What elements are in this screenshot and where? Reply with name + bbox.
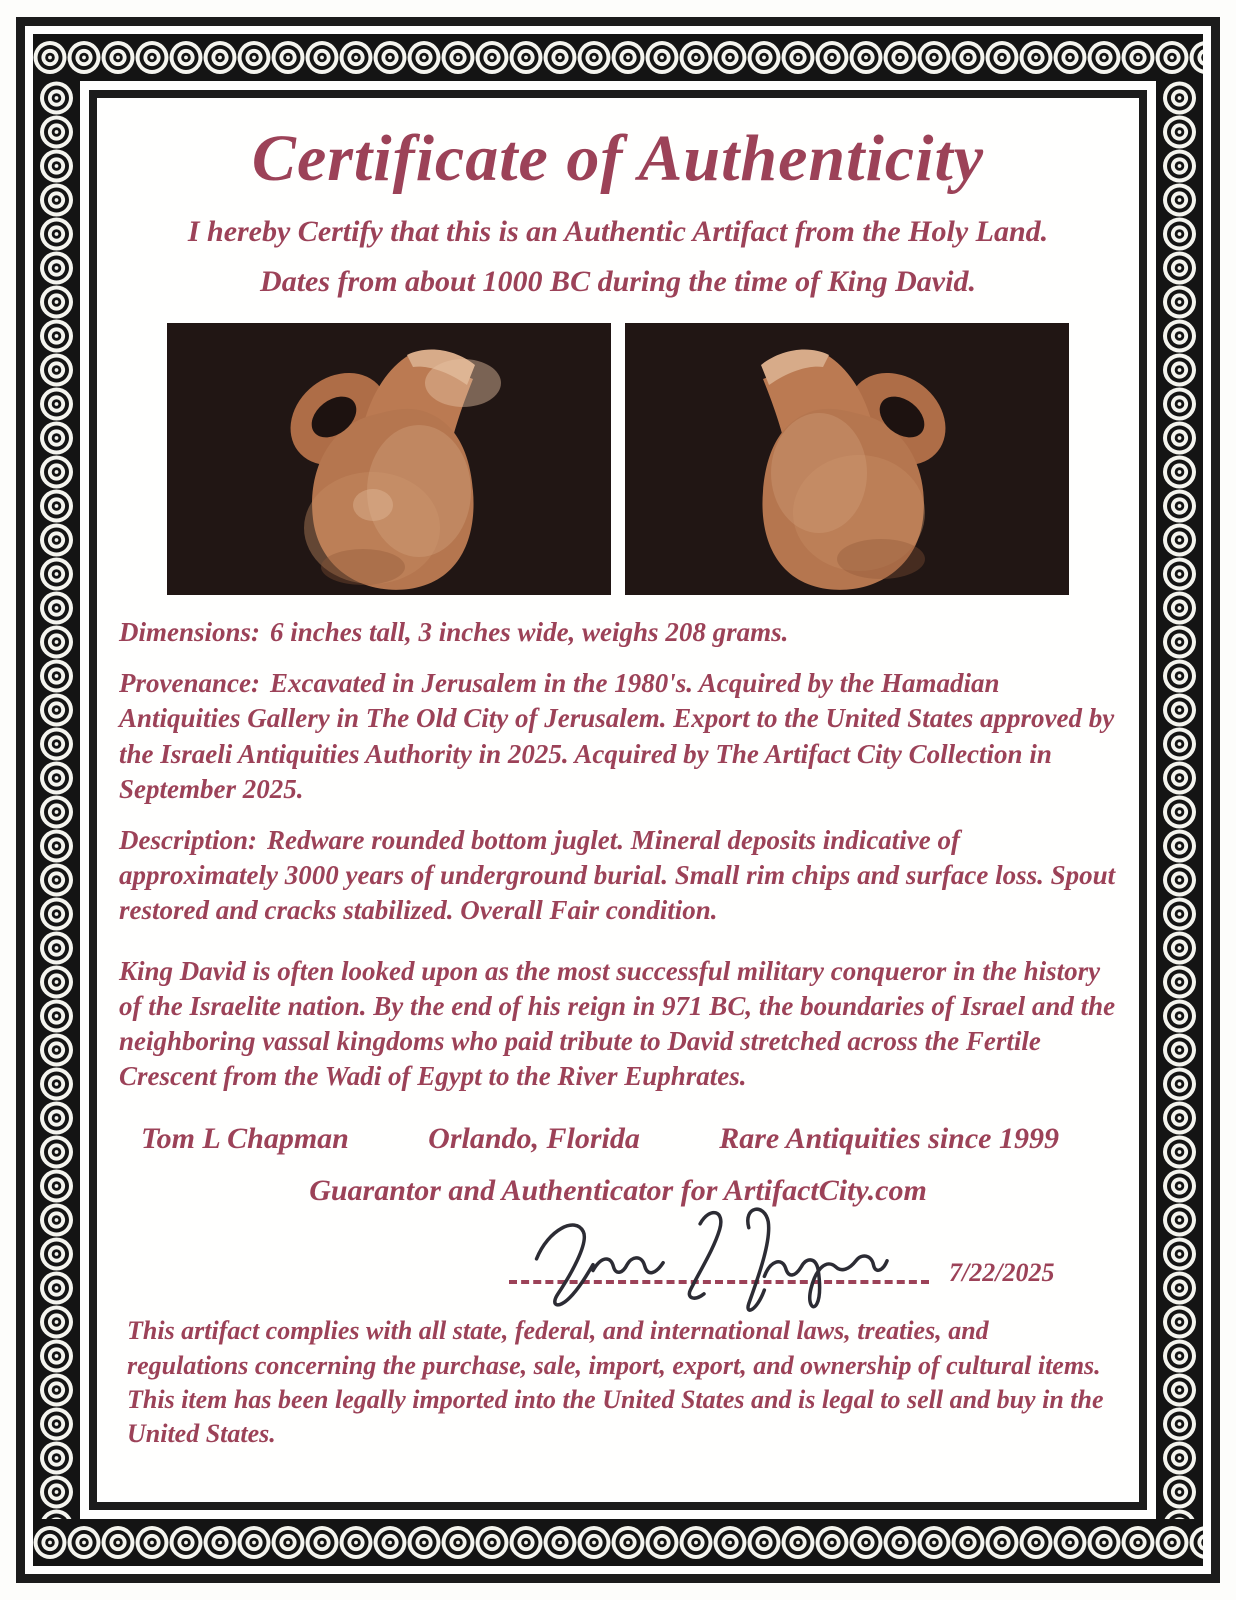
outer-border-line — [16, 17, 1220, 1583]
border-pattern-left — [33, 81, 80, 1519]
signer-tagline: Rare Antiquities since 1999 — [719, 1122, 1059, 1156]
legal-compliance-text: This artifact complies with all state, federal, and international laws, treaties, and regulations concerning the purchase, sale, import, export, and ownership of cultural items. This item has been legally imported into the United States and is legal to sell and buy in the United States. — [127, 1316, 1104, 1449]
certificate-content — [97, 98, 1139, 1502]
border-pattern-top — [33, 34, 1203, 81]
signature-handwriting — [519, 1194, 889, 1312]
inner-border-line — [89, 90, 1147, 1510]
provenance-section — [119, 666, 1117, 806]
dimensions-text: 6 inches tall, 3 inches wide, weighs 208 grams. — [270, 617, 789, 648]
provenance-label: Provenance: — [119, 668, 260, 699]
signature-date: 7/22/2025 — [949, 1258, 1055, 1288]
signer-row — [119, 1122, 1117, 1156]
juglet-illustration-left — [167, 323, 611, 595]
provenance-text: Excavated in Jerusalem in the 1980's. Acquired by the Hamadian Antiquities Gallery in The Old City of Jerusalem. Export to the United States approved by the Israeli Antiquities Authority in 2025. Acquired by The Artifact City Collection in September 2025. — [119, 668, 1115, 804]
description-text: Redware rounded bottom juglet. Mineral deposits indicative of approximately 3000 years of underground burial. Small rim chips and surface loss. Spout restored and cracks stabilized. Overall Fair condition. — [119, 824, 1116, 925]
description-label: Description: — [119, 824, 257, 855]
border-pattern-bottom — [33, 1519, 1203, 1566]
dimensions-section — [119, 615, 1117, 650]
certificate-title: Certificate of Authenticity — [251, 122, 985, 195]
signature-block — [119, 1210, 1117, 1306]
juglet-illustration-right — [625, 323, 1069, 595]
dimensions-label: Dimensions: — [119, 617, 261, 648]
artifact-photo-left — [167, 323, 611, 595]
guarantor-line: Guarantor and Authenticator for ArtifactCity.com — [309, 1174, 927, 1208]
artifact-photo-right — [625, 323, 1069, 595]
signer-location: Orlando, Florida — [428, 1122, 640, 1156]
artifact-photos — [119, 323, 1117, 595]
border-pattern-right — [1156, 81, 1203, 1519]
certify-statement: I hereby Certify that this is an Authentic Artifact from the Holy Land. — [187, 215, 1049, 249]
signer-name: Tom L Chapman — [141, 1122, 349, 1156]
history-paragraph: King David is often looked upon as the most successful military conqueror in the history of the Israelite nation. By the end of his reign in 971 BC, the boundaries of Israel and the neighboring vassal kingdoms who paid tribute to David stretched across the Fertile Crescent from the Wadi of Egypt to the River Euphrates. — [119, 956, 1116, 1092]
dating-statement: Dates from about 1000 BC during the time of King David. — [260, 265, 976, 299]
description-section — [119, 823, 1117, 928]
decorative-circle-border — [33, 34, 1203, 1566]
